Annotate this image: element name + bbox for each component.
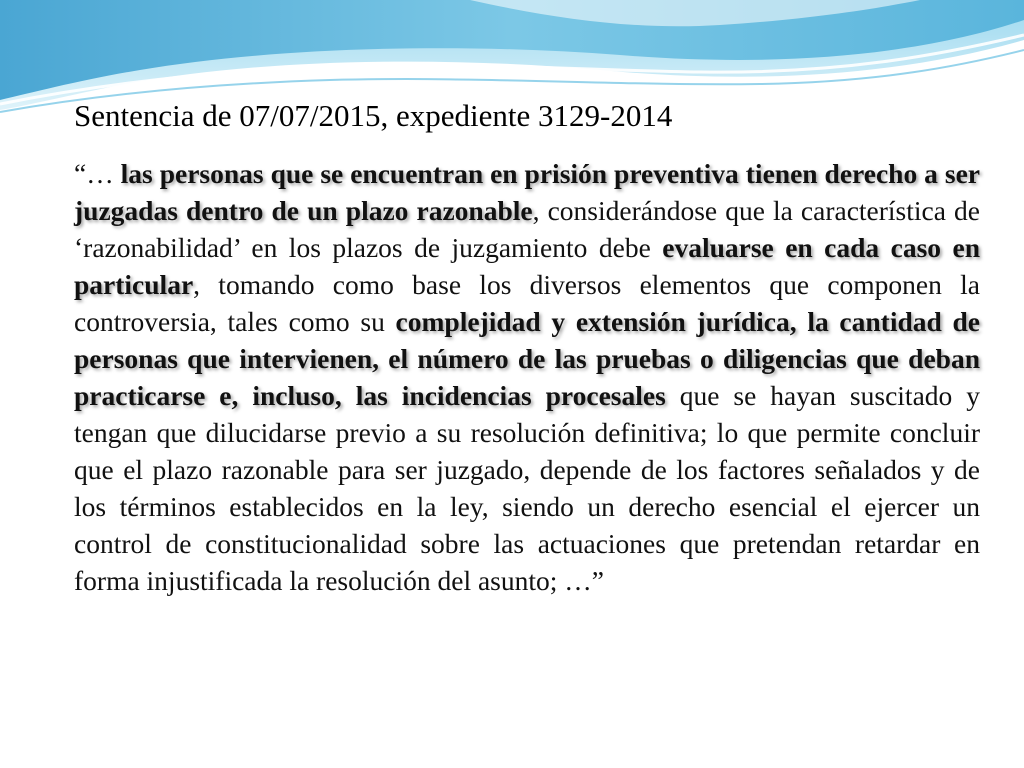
- quote-open: “…: [74, 158, 121, 189]
- slide-title: Sentencia de 07/07/2015, expediente 3129-2014: [74, 98, 673, 133]
- quote-paragraph: [74, 155, 980, 599]
- highlight-complexity-factors: complejidad y extensión jurídica, la cantidad de personas que intervienen, el número de las pruebas o diligencias que deban practicarse e, incluso, las incidencias procesales: [74, 306, 980, 411]
- quote-text-2: , tomando como base los diversos elementos que componen la controversia, tales como su: [74, 269, 980, 337]
- quote-text-1: , considerándose que la característica de ‘razonabilidad’ en los plazos de juzgamiento debe: [74, 195, 980, 263]
- quote-text-3: que se hayan suscitado y tengan que dilucidarse previo a su resolución definitiva; lo que permite concluir que el plazo razonable para ser juzgado, depende de los factores señalados y de los términos establecidos en la ley, siendo un derecho esencial el ejercer un control de constitucionalidad sobre las actuaciones que pretendan retardar en forma injustificada la resolución del asunto; …”: [74, 380, 980, 596]
- highlight-pretrial-detention: las personas que se encuentran en prisión preventiva tienen derecho a ser juzgadas dentro de un plazo razonable: [74, 158, 980, 226]
- highlight-case-by-case: evaluarse en cada caso en particular: [74, 232, 980, 300]
